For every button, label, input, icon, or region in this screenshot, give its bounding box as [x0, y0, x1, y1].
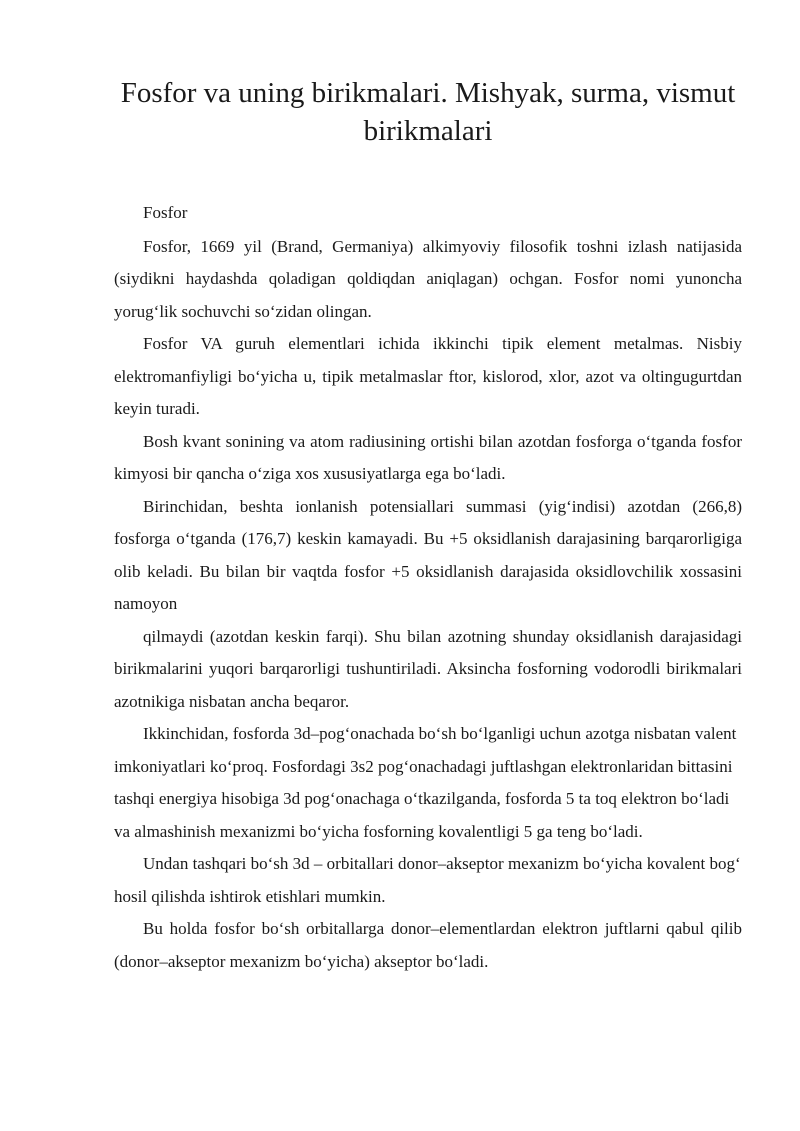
paragraph-4: Birinchidan, beshta ionlanish potensiallari summasi (yig‘indisi) azotdan (266,8) fosforga o‘tganda (176,7) keskin kamayadi. Bu +5 oksidlanish darajasining barqarorligiga olib keladi. Bu bilan bir vaqtda fosfor +5 oksidlanish darajasida oksidlovchilik xossasini namoyon [114, 496, 742, 613]
paragraph-6: Ikkinchidan, fosforda 3d–pog‘onachada bo‘sh bo‘lganligi uchun azotga nisbatan valent imkoniyatlari ko‘proq. Fosfordagi 3s2 pog‘onachadagi juftlashgan elektronlaridan bittasini tashqi energiya hisobiga 3d pog‘onachaga o‘tkazilganda, fosforda 5 ta toq elektron bo‘ladi va almashinish mexanizmi bo‘yicha fosforning kovalentligi 5 ga teng bo‘ladi. [114, 724, 737, 841]
paragraph-5: qilmaydi (azotdan keskin farqi). Shu bilan azotning shunday oksidlanish darajasidagi birikmalarini yuqori barqarorligi tushuntiriladi. Aksincha fosforning vodorodli birikmalari azotnikiga nisbatan ancha beqaror. [114, 626, 742, 711]
document-page [114, 74, 742, 978]
paragraph-1: Fosfor, 1669 yil (Brand, Germaniya) alkimyoviy filosofik toshni izlash natijasida (siydikni haydashda qoladigan qoldiqdan aniqlagan) ochgan. Fosfor nomi yunoncha yorug‘lik sochuvchi so‘zidan olingan. [114, 236, 742, 321]
section-heading: Fosfor [143, 203, 188, 222]
paragraph-3: Bosh kvant sonining va atom radiusining ortishi bilan azotdan fosforga o‘tganda fosfor kimyosi bir qancha o‘ziga xos xususiyatlarga ega bo‘ladi. [114, 431, 742, 483]
paragraph-2: Fosfor VA guruh elementlari ichida ikkinchi tipik element metalmas. Nisbiy elektromanfiyligi bo‘yicha u, tipik metalmaslar ftor, kislorod, xlor, azot va oltingugurtdan keyin turadi. [114, 334, 742, 418]
document-title: Fosfor va uning birikmalari. Mishyak, surma, vismut birikmalari [120, 77, 736, 147]
paragraph-8: Bu holda fosfor bo‘sh orbitallarga donor–elementlardan elektron juftlarni qabul qilib (donor–akseptor mexanizm bo‘yicha) akseptor bo‘ladi. [114, 919, 742, 971]
paragraph-7: Undan tashqari bo‘sh 3d – orbitallari donor–akseptor mexanizm bo‘yicha kovalent bog‘ hosil qilishda ishtirok etishlari mumkin. [114, 854, 741, 906]
